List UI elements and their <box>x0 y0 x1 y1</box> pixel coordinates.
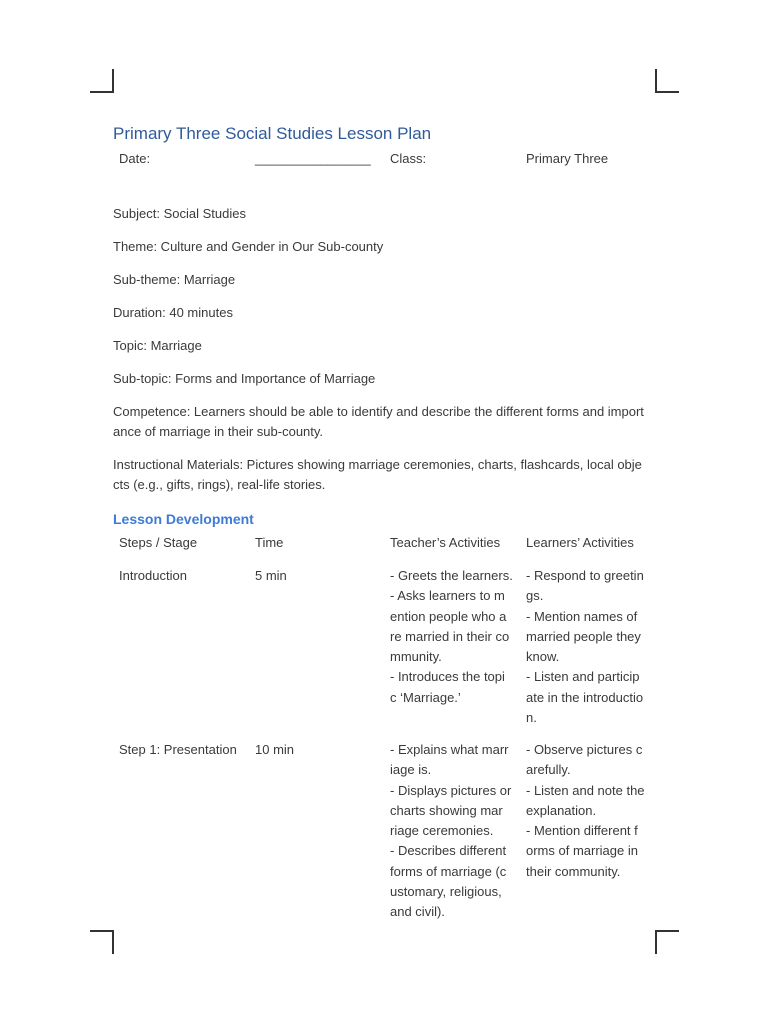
crop-mark-top-left <box>90 69 114 93</box>
teacher-line: - Introduces the topi <box>390 669 505 685</box>
teacher-line: c ‘Marriage.’ <box>390 689 461 705</box>
materials-line-1: Instructional Materials: Pictures showing marriage ceremonies, charts, flashcards, local obje <box>113 457 642 472</box>
teacher-line: - Describes different <box>390 843 507 859</box>
theme-line: Theme: Culture and Gender in Our Sub-county <box>113 239 384 254</box>
learners-line: - Respond to greetin <box>526 568 644 583</box>
teacher-line: - Asks learners to m <box>390 588 505 604</box>
learners-line: know. <box>526 649 560 665</box>
crop-mark-top-right <box>655 69 679 93</box>
teacher-line: iage is. <box>390 762 432 778</box>
table-header-time: Time <box>255 535 284 550</box>
sub-topic-line: Sub-topic: Forms and Importance of Marriage <box>113 371 376 386</box>
teacher-line: mmunity. <box>390 649 442 665</box>
row-1-step: Introduction <box>119 568 187 583</box>
crop-mark-bottom-right <box>655 930 679 954</box>
materials-paragraph <box>113 455 658 495</box>
teacher-line: charts showing mar <box>390 802 503 818</box>
learners-line: orms of marriage in <box>526 843 638 859</box>
teacher-line: ention people who a <box>390 608 507 624</box>
section-heading: Lesson Development <box>113 511 254 527</box>
duration-line: Duration: 40 minutes <box>113 305 233 320</box>
competence-line-1: Competence: Learners should be able to identify and describe the different forms and import <box>113 404 644 419</box>
row-1-learners-activities <box>526 566 654 728</box>
row-2-teacher-activities <box>390 740 516 923</box>
teacher-line: - Explains what marr <box>390 742 509 757</box>
sub-theme-line: Sub-theme: Marriage <box>113 272 236 287</box>
materials-line-2: cts (e.g., gifts, rings), real-life stories. <box>113 477 326 492</box>
learners-line: - Mention different f <box>526 823 638 839</box>
teacher-line: ustomary, religious, <box>390 884 502 900</box>
row-1-teacher-activities <box>390 566 516 708</box>
document-title: Primary Three Social Studies Lesson Plan <box>113 124 432 143</box>
learners-line: their community. <box>526 863 621 879</box>
class-value: Primary Three <box>526 151 609 166</box>
date-blank: ________________ <box>255 151 371 166</box>
competence-line-2: ance of marriage in their sub-county. <box>113 424 324 439</box>
learners-line: ate in the introductio <box>526 689 644 705</box>
subject-line: Subject: Social Studies <box>113 206 246 221</box>
teacher-line: - Displays pictures or <box>390 782 512 798</box>
learners-line: gs. <box>526 588 544 604</box>
competence-paragraph <box>113 402 658 442</box>
row-2-time: 10 min <box>255 742 295 757</box>
teacher-line: forms of marriage (c <box>390 863 507 879</box>
table-header-teacher: Teacher’s Activities <box>390 535 501 550</box>
crop-mark-bottom-left <box>90 930 114 954</box>
teacher-line: and civil). <box>390 904 445 920</box>
learners-line: explanation. <box>526 802 597 818</box>
teacher-line: - Greets the learners. <box>390 568 513 583</box>
learners-line: n. <box>526 710 537 726</box>
teacher-line: re married in their co <box>390 628 510 644</box>
teacher-line: riage ceremonies. <box>390 823 494 839</box>
table-header-learners: Learners’ Activities <box>526 535 634 550</box>
learners-line: - Listen and note the <box>526 782 645 798</box>
row-2-learners-activities <box>526 740 654 882</box>
class-label: Class: <box>390 151 427 166</box>
row-1-time: 5 min <box>255 568 287 583</box>
learners-line: - Observe pictures c <box>526 742 643 757</box>
row-2-step: Step 1: Presentation <box>119 742 237 757</box>
learners-line: married people they <box>526 628 641 644</box>
learners-line: - Listen and particip <box>526 669 640 685</box>
table-header-steps: Steps / Stage <box>119 535 198 550</box>
topic-line: Topic: Marriage <box>113 338 202 353</box>
date-label: Date: <box>119 151 151 166</box>
learners-line: - Mention names of <box>526 608 638 624</box>
learners-line: arefully. <box>526 762 571 778</box>
